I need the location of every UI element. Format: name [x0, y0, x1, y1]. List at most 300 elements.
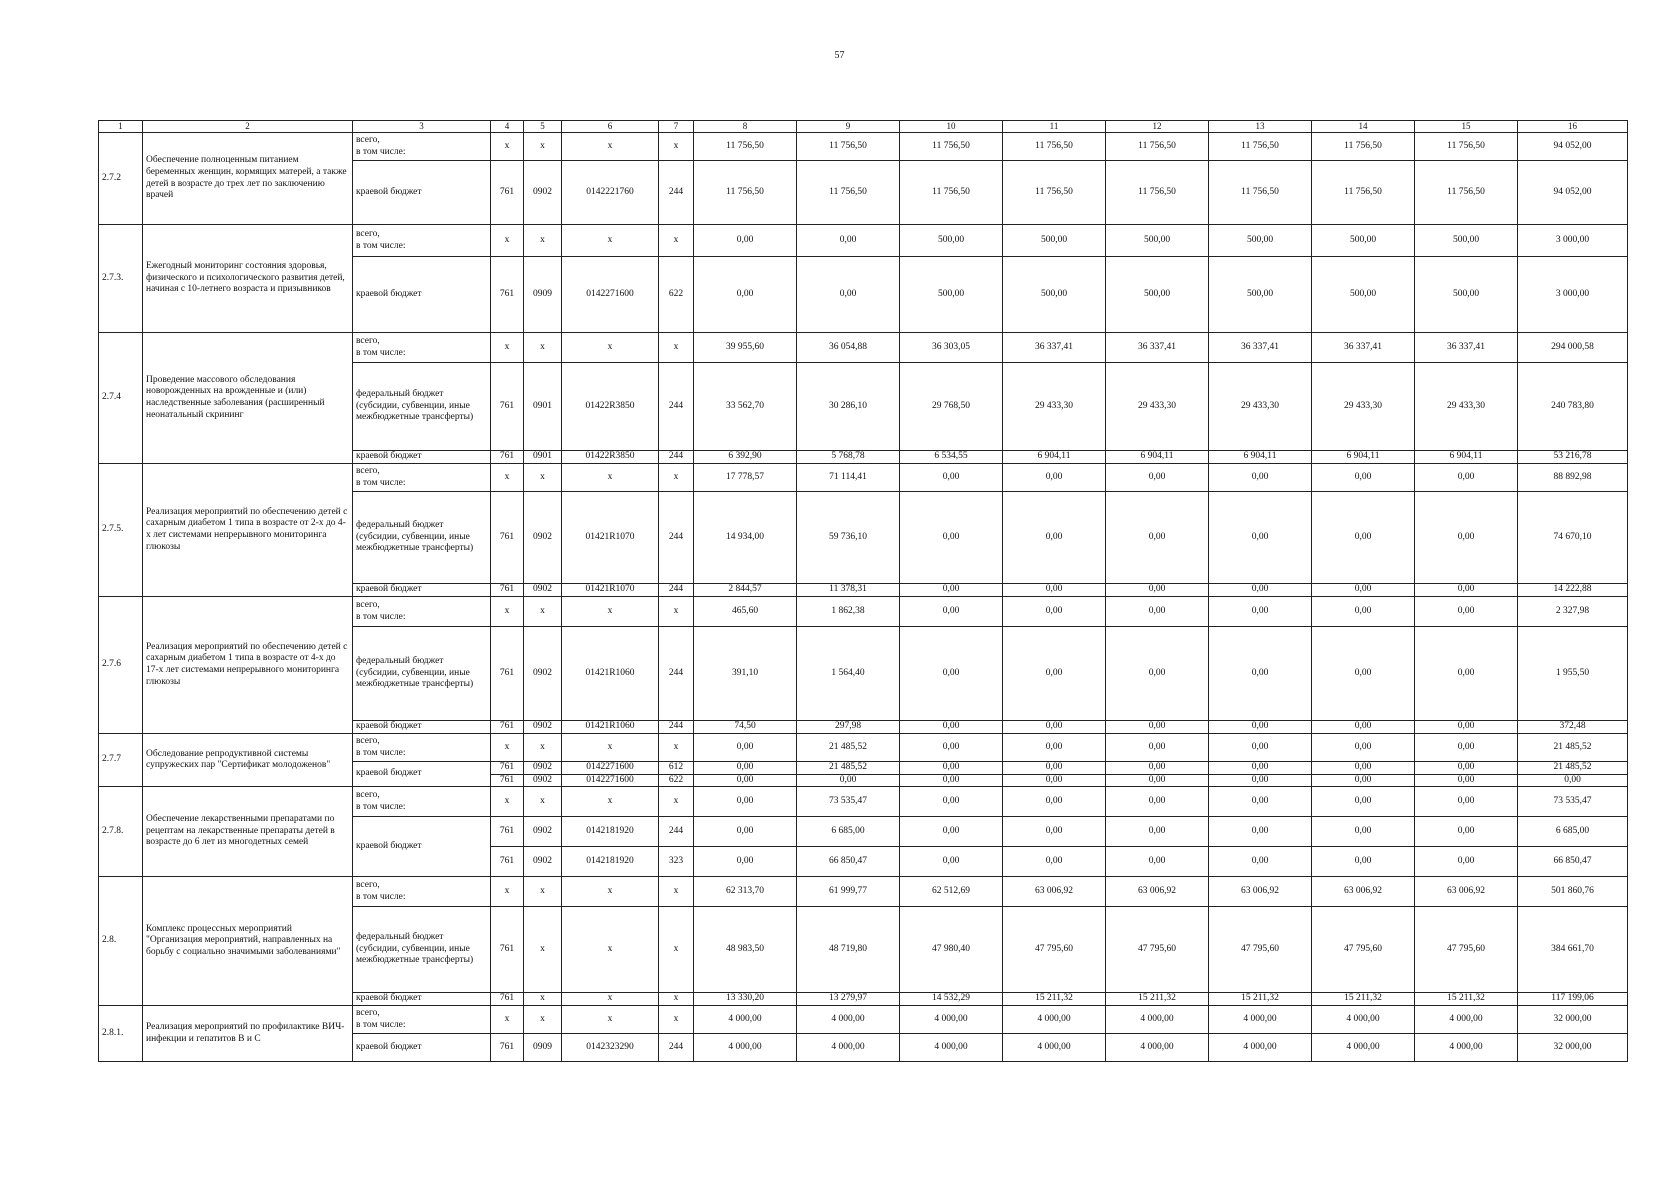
target-article-code: x [562, 133, 659, 161]
amount-cell: 47 795,60 [1415, 907, 1518, 993]
item-name: Реализация мероприятий по обеспечению детей с сахарным диабетом 1 типа в возрасте от 4-х до 17-х лет системами непрерывного мониторинга глюкозы [143, 597, 353, 734]
total-amount: 94 052,00 [1518, 133, 1628, 161]
amount-cell: 29 433,30 [1209, 363, 1312, 451]
column-number: 1 [99, 121, 143, 133]
amount-cell: 465,60 [694, 597, 797, 627]
amount-cell: 14 934,00 [694, 492, 797, 584]
admin-code: x [491, 734, 524, 762]
amount-cell: 11 756,50 [1209, 133, 1312, 161]
total-amount: 501 860,76 [1518, 877, 1628, 907]
section-code: 0902 [524, 762, 562, 775]
admin-code: 761 [491, 817, 524, 847]
amount-cell: 1 564,40 [797, 627, 900, 721]
target-article-code: 0142221760 [562, 161, 659, 225]
table-row [99, 734, 1628, 762]
expense-type-code: 244 [659, 451, 694, 464]
table-row [99, 1006, 1628, 1034]
amount-cell: 0,00 [1106, 774, 1209, 787]
amount-cell: 0,00 [900, 584, 1003, 597]
table-row [99, 787, 1628, 817]
target-article-code: 01421R1070 [562, 584, 659, 597]
amount-cell: 63 006,92 [1106, 877, 1209, 907]
amount-cell: 6 534,55 [900, 451, 1003, 464]
funding-source: всего, в том числе: [353, 597, 491, 627]
admin-code: x [491, 464, 524, 492]
section-code: 0902 [524, 847, 562, 877]
expense-type-code: x [659, 734, 694, 762]
amount-cell: 11 756,50 [797, 161, 900, 225]
amount-cell: 36 337,41 [1209, 333, 1312, 363]
amount-cell: 0,00 [1003, 721, 1106, 734]
amount-cell: 6 904,11 [1003, 451, 1106, 464]
section-code: x [524, 907, 562, 993]
amount-cell: 0,00 [1209, 817, 1312, 847]
amount-cell: 500,00 [1106, 257, 1209, 333]
funding-source: краевой бюджет [353, 1034, 491, 1062]
section-code: x [524, 993, 562, 1006]
amount-cell: 0,00 [1209, 774, 1312, 787]
funding-source: всего, в том числе: [353, 1006, 491, 1034]
column-number-row [99, 121, 1628, 133]
amount-cell: 6 904,11 [1209, 451, 1312, 464]
amount-cell: 30 286,10 [797, 363, 900, 451]
item-name: Ежегодный мониторинг состояния здоровья, физического и психологического развития детей, начиная с 10-летнего возраста и призывников [143, 225, 353, 333]
amount-cell: 0,00 [694, 257, 797, 333]
admin-code: 761 [491, 993, 524, 1006]
target-article-code: x [562, 734, 659, 762]
amount-cell: 11 756,50 [694, 133, 797, 161]
amount-cell: 0,00 [900, 721, 1003, 734]
funding-source: федеральный бюджет (субсидии, субвенции, иные межбюджетные трансферты) [353, 492, 491, 584]
amount-cell: 0,00 [1003, 492, 1106, 584]
amount-cell: 0,00 [1312, 774, 1415, 787]
section-code: x [524, 877, 562, 907]
page-number: 57 [834, 50, 845, 61]
total-amount: 74 670,10 [1518, 492, 1628, 584]
column-number: 13 [1209, 121, 1312, 133]
expense-type-code: 244 [659, 161, 694, 225]
amount-cell: 15 211,32 [1415, 993, 1518, 1006]
amount-cell: 4 000,00 [797, 1034, 900, 1062]
amount-cell: 0,00 [1415, 584, 1518, 597]
expense-type-code: 244 [659, 721, 694, 734]
amount-cell: 500,00 [1312, 225, 1415, 257]
amount-cell: 33 562,70 [694, 363, 797, 451]
amount-cell: 0,00 [1415, 721, 1518, 734]
amount-cell: 0,00 [900, 787, 1003, 817]
amount-cell: 0,00 [1312, 492, 1415, 584]
total-amount: 117 199,06 [1518, 993, 1628, 1006]
expense-type-code: x [659, 597, 694, 627]
section-code: 0902 [524, 721, 562, 734]
total-amount: 294 000,58 [1518, 333, 1628, 363]
funding-source: всего, в том числе: [353, 133, 491, 161]
section-code: x [524, 133, 562, 161]
amount-cell: 0,00 [1209, 464, 1312, 492]
column-number: 14 [1312, 121, 1415, 133]
amount-cell: 0,00 [1003, 774, 1106, 787]
amount-cell: 47 795,60 [1312, 907, 1415, 993]
amount-cell: 0,00 [1209, 787, 1312, 817]
amount-cell: 11 756,50 [1106, 133, 1209, 161]
total-amount: 32 000,00 [1518, 1034, 1628, 1062]
amount-cell: 0,00 [1003, 817, 1106, 847]
amount-cell: 2 844,57 [694, 584, 797, 597]
amount-cell: 63 006,92 [1312, 877, 1415, 907]
section-code: 0902 [524, 774, 562, 787]
amount-cell: 0,00 [1209, 721, 1312, 734]
amount-cell: 0,00 [1209, 627, 1312, 721]
admin-code: 761 [491, 762, 524, 775]
amount-cell: 4 000,00 [900, 1006, 1003, 1034]
expense-type-code: 244 [659, 584, 694, 597]
item-name: Проведение массового обследования новорожденных на врожденные и (или) наследственные заболевания (расширенный неонатальный скрининг [143, 333, 353, 464]
amount-cell: 6 904,11 [1106, 451, 1209, 464]
total-amount: 1 955,50 [1518, 627, 1628, 721]
section-code: 0901 [524, 451, 562, 464]
amount-cell: 0,00 [1312, 787, 1415, 817]
target-article-code: 01422R3850 [562, 451, 659, 464]
amount-cell: 59 736,10 [797, 492, 900, 584]
column-number: 16 [1518, 121, 1628, 133]
admin-code: x [491, 333, 524, 363]
funding-source: федеральный бюджет (субсидии, субвенции, иные межбюджетные трансферты) [353, 627, 491, 721]
amount-cell: 0,00 [694, 734, 797, 762]
amount-cell: 0,00 [1415, 774, 1518, 787]
amount-cell: 0,00 [1003, 584, 1106, 597]
total-amount: 88 892,98 [1518, 464, 1628, 492]
section-code: x [524, 597, 562, 627]
admin-code: 761 [491, 363, 524, 451]
amount-cell: 47 795,60 [1106, 907, 1209, 993]
amount-cell: 0,00 [900, 847, 1003, 877]
amount-cell: 4 000,00 [1209, 1034, 1312, 1062]
total-amount: 3 000,00 [1518, 225, 1628, 257]
item-name: Комплекс процессных мероприятий "Организация мероприятий, направленных на борьбу с социально значимыми заболеваниями" [143, 877, 353, 1006]
amount-cell: 11 756,50 [797, 133, 900, 161]
section-code: 0901 [524, 363, 562, 451]
amount-cell: 48 719,80 [797, 907, 900, 993]
section-code: x [524, 464, 562, 492]
column-number: 11 [1003, 121, 1106, 133]
amount-cell: 15 211,32 [1209, 993, 1312, 1006]
amount-cell: 0,00 [1003, 847, 1106, 877]
amount-cell: 63 006,92 [1003, 877, 1106, 907]
amount-cell: 0,00 [900, 464, 1003, 492]
target-article-code: 0142181920 [562, 847, 659, 877]
amount-cell: 11 756,50 [694, 161, 797, 225]
amount-cell: 11 756,50 [1312, 161, 1415, 225]
amount-cell: 11 756,50 [1209, 161, 1312, 225]
amount-cell: 47 980,40 [900, 907, 1003, 993]
target-article-code: 01421R1060 [562, 627, 659, 721]
funding-source: краевой бюджет [353, 817, 491, 877]
target-article-code: x [562, 1006, 659, 1034]
section-code: 0909 [524, 257, 562, 333]
total-amount: 21 485,52 [1518, 734, 1628, 762]
amount-cell: 0,00 [1312, 847, 1415, 877]
expense-type-code: 622 [659, 257, 694, 333]
amount-cell: 0,00 [694, 225, 797, 257]
amount-cell: 0,00 [1415, 464, 1518, 492]
amount-cell: 11 756,50 [1003, 133, 1106, 161]
amount-cell: 6 904,11 [1312, 451, 1415, 464]
admin-code: 761 [491, 847, 524, 877]
total-amount: 14 222,88 [1518, 584, 1628, 597]
column-number: 9 [797, 121, 900, 133]
amount-cell: 11 756,50 [900, 133, 1003, 161]
amount-cell: 4 000,00 [694, 1034, 797, 1062]
amount-cell: 500,00 [1209, 257, 1312, 333]
target-article-code: 0142271600 [562, 762, 659, 775]
admin-code: 761 [491, 257, 524, 333]
admin-code: x [491, 877, 524, 907]
target-article-code: x [562, 907, 659, 993]
total-amount: 73 535,47 [1518, 787, 1628, 817]
amount-cell: 4 000,00 [797, 1006, 900, 1034]
section-code: x [524, 225, 562, 257]
amount-cell: 391,10 [694, 627, 797, 721]
amount-cell: 0,00 [797, 774, 900, 787]
total-amount: 3 000,00 [1518, 257, 1628, 333]
amount-cell: 62 512,69 [900, 877, 1003, 907]
section-code: 0902 [524, 584, 562, 597]
amount-cell: 62 313,70 [694, 877, 797, 907]
expense-type-code: x [659, 907, 694, 993]
expense-type-code: x [659, 333, 694, 363]
funding-source: краевой бюджет [353, 257, 491, 333]
amount-cell: 47 795,60 [1209, 907, 1312, 993]
admin-code: 761 [491, 907, 524, 993]
amount-cell: 0,00 [1106, 584, 1209, 597]
amount-cell: 500,00 [900, 257, 1003, 333]
amount-cell: 4 000,00 [900, 1034, 1003, 1062]
amount-cell: 0,00 [1106, 492, 1209, 584]
amount-cell: 4 000,00 [1106, 1034, 1209, 1062]
item-number: 2.7.8. [99, 787, 143, 877]
amount-cell: 6 904,11 [1415, 451, 1518, 464]
amount-cell: 0,00 [1415, 734, 1518, 762]
amount-cell: 0,00 [1106, 787, 1209, 817]
section-code: 0902 [524, 161, 562, 225]
amount-cell: 13 279,97 [797, 993, 900, 1006]
target-article-code: x [562, 597, 659, 627]
table-row [99, 597, 1628, 627]
amount-cell: 4 000,00 [1415, 1034, 1518, 1062]
amount-cell: 29 433,30 [1003, 363, 1106, 451]
amount-cell: 0,00 [1209, 734, 1312, 762]
item-name: Реализация мероприятий по профилактике ВИЧ-инфекции и гепатитов В и С [143, 1006, 353, 1062]
amount-cell: 297,98 [797, 721, 900, 734]
amount-cell: 0,00 [1003, 627, 1106, 721]
amount-cell: 0,00 [1312, 721, 1415, 734]
total-amount: 372,48 [1518, 721, 1628, 734]
amount-cell: 500,00 [900, 225, 1003, 257]
section-code: x [524, 734, 562, 762]
item-name: Реализация мероприятий по обеспечению детей с сахарным диабетом 1 типа в возрасте от 2-х до 4-х лет системами непрерывного мониторинга глюкозы [143, 464, 353, 597]
total-amount: 2 327,98 [1518, 597, 1628, 627]
amount-cell: 0,00 [694, 787, 797, 817]
item-number: 2.7.6 [99, 597, 143, 734]
amount-cell: 0,00 [1312, 762, 1415, 775]
amount-cell: 73 535,47 [797, 787, 900, 817]
amount-cell: 0,00 [1106, 847, 1209, 877]
target-article-code: 0142323290 [562, 1034, 659, 1062]
amount-cell: 0,00 [1312, 584, 1415, 597]
table-row [99, 225, 1628, 257]
expense-type-code: x [659, 133, 694, 161]
funding-source: краевой бюджет [353, 993, 491, 1006]
amount-cell: 0,00 [1106, 597, 1209, 627]
expense-type-code: 244 [659, 363, 694, 451]
amount-cell: 66 850,47 [797, 847, 900, 877]
table-row [99, 133, 1628, 161]
expense-type-code: x [659, 464, 694, 492]
amount-cell: 0,00 [1106, 762, 1209, 775]
section-code: 0902 [524, 817, 562, 847]
table-row [99, 877, 1628, 907]
amount-cell: 21 485,52 [797, 734, 900, 762]
admin-code: 761 [491, 451, 524, 464]
amount-cell: 36 303,05 [900, 333, 1003, 363]
amount-cell: 0,00 [1209, 847, 1312, 877]
amount-cell: 74,50 [694, 721, 797, 734]
amount-cell: 5 768,78 [797, 451, 900, 464]
amount-cell: 21 485,52 [797, 762, 900, 775]
amount-cell: 0,00 [1415, 492, 1518, 584]
column-number: 8 [694, 121, 797, 133]
amount-cell: 11 756,50 [900, 161, 1003, 225]
amount-cell: 0,00 [1003, 762, 1106, 775]
amount-cell: 0,00 [1209, 584, 1312, 597]
target-article-code: 0142271600 [562, 257, 659, 333]
funding-source: всего, в том числе: [353, 225, 491, 257]
total-amount: 66 850,47 [1518, 847, 1628, 877]
amount-cell: 36 337,41 [1415, 333, 1518, 363]
amount-cell: 4 000,00 [1003, 1034, 1106, 1062]
amount-cell: 500,00 [1106, 225, 1209, 257]
amount-cell: 36 337,41 [1003, 333, 1106, 363]
amount-cell: 500,00 [1209, 225, 1312, 257]
amount-cell: 0,00 [694, 762, 797, 775]
column-number: 15 [1415, 121, 1518, 133]
item-name: Обеспечение полноценным питанием беременных женщин, кормящих матерей, а также детей в возрасте до трех лет по заключению врачей [143, 133, 353, 225]
expense-type-code: 622 [659, 774, 694, 787]
target-article-code: x [562, 877, 659, 907]
amount-cell: 1 862,38 [797, 597, 900, 627]
target-article-code: x [562, 464, 659, 492]
expense-type-code: x [659, 993, 694, 1006]
expense-type-code: x [659, 1006, 694, 1034]
expense-type-code: x [659, 787, 694, 817]
amount-cell: 36 337,41 [1106, 333, 1209, 363]
amount-cell: 0,00 [900, 762, 1003, 775]
amount-cell: 29 433,30 [1312, 363, 1415, 451]
amount-cell: 4 000,00 [1312, 1034, 1415, 1062]
column-number: 10 [900, 121, 1003, 133]
amount-cell: 6 392,90 [694, 451, 797, 464]
total-amount: 21 485,52 [1518, 762, 1628, 775]
funding-source: краевой бюджет [353, 721, 491, 734]
amount-cell: 15 211,32 [1106, 993, 1209, 1006]
target-article-code: x [562, 787, 659, 817]
amount-cell: 61 999,77 [797, 877, 900, 907]
admin-code: x [491, 1006, 524, 1034]
funding-source: всего, в том числе: [353, 877, 491, 907]
amount-cell: 0,00 [900, 817, 1003, 847]
amount-cell: 36 054,88 [797, 333, 900, 363]
amount-cell: 0,00 [797, 225, 900, 257]
item-number: 2.8.1. [99, 1006, 143, 1062]
section-code: x [524, 787, 562, 817]
section-code: x [524, 1006, 562, 1034]
admin-code: 761 [491, 1034, 524, 1062]
amount-cell: 0,00 [1415, 847, 1518, 877]
amount-cell: 0,00 [1106, 464, 1209, 492]
amount-cell: 0,00 [1312, 597, 1415, 627]
admin-code: 761 [491, 584, 524, 597]
target-article-code: 0142271600 [562, 774, 659, 787]
amount-cell: 0,00 [1003, 787, 1106, 817]
amount-cell: 15 211,32 [1312, 993, 1415, 1006]
item-number: 2.8. [99, 877, 143, 1006]
amount-cell: 63 006,92 [1415, 877, 1518, 907]
funding-source: краевой бюджет [353, 584, 491, 597]
expense-type-code: 323 [659, 847, 694, 877]
item-number: 2.7.2 [99, 133, 143, 225]
admin-code: 761 [491, 774, 524, 787]
section-code: 0902 [524, 492, 562, 584]
item-number: 2.7.4 [99, 333, 143, 464]
target-article-code: x [562, 225, 659, 257]
amount-cell: 500,00 [1003, 225, 1106, 257]
amount-cell: 500,00 [1415, 257, 1518, 333]
amount-cell: 63 006,92 [1209, 877, 1312, 907]
total-amount: 384 661,70 [1518, 907, 1628, 993]
admin-code: 761 [491, 721, 524, 734]
amount-cell: 13 330,20 [694, 993, 797, 1006]
admin-code: 761 [491, 161, 524, 225]
amount-cell: 0,00 [900, 734, 1003, 762]
amount-cell: 0,00 [1312, 627, 1415, 721]
amount-cell: 0,00 [1312, 817, 1415, 847]
admin-code: 761 [491, 627, 524, 721]
amount-cell: 11 756,50 [1106, 161, 1209, 225]
amount-cell: 4 000,00 [1209, 1006, 1312, 1034]
amount-cell: 0,00 [1415, 762, 1518, 775]
amount-cell: 71 114,41 [797, 464, 900, 492]
amount-cell: 500,00 [1312, 257, 1415, 333]
amount-cell: 4 000,00 [1106, 1006, 1209, 1034]
amount-cell: 6 685,00 [797, 817, 900, 847]
amount-cell: 0,00 [900, 597, 1003, 627]
column-number: 2 [143, 121, 353, 133]
amount-cell: 0,00 [1003, 597, 1106, 627]
admin-code: x [491, 597, 524, 627]
expense-type-code: 612 [659, 762, 694, 775]
amount-cell: 17 778,57 [694, 464, 797, 492]
amount-cell: 0,00 [1312, 464, 1415, 492]
expense-type-code: 244 [659, 627, 694, 721]
item-number: 2.7.7 [99, 734, 143, 787]
table-body [99, 121, 1628, 1062]
expense-type-code: 244 [659, 1034, 694, 1062]
target-article-code: 01422R3850 [562, 363, 659, 451]
amount-cell: 4 000,00 [1415, 1006, 1518, 1034]
amount-cell: 4 000,00 [1003, 1006, 1106, 1034]
table-row [99, 333, 1628, 363]
amount-cell: 0,00 [1415, 817, 1518, 847]
